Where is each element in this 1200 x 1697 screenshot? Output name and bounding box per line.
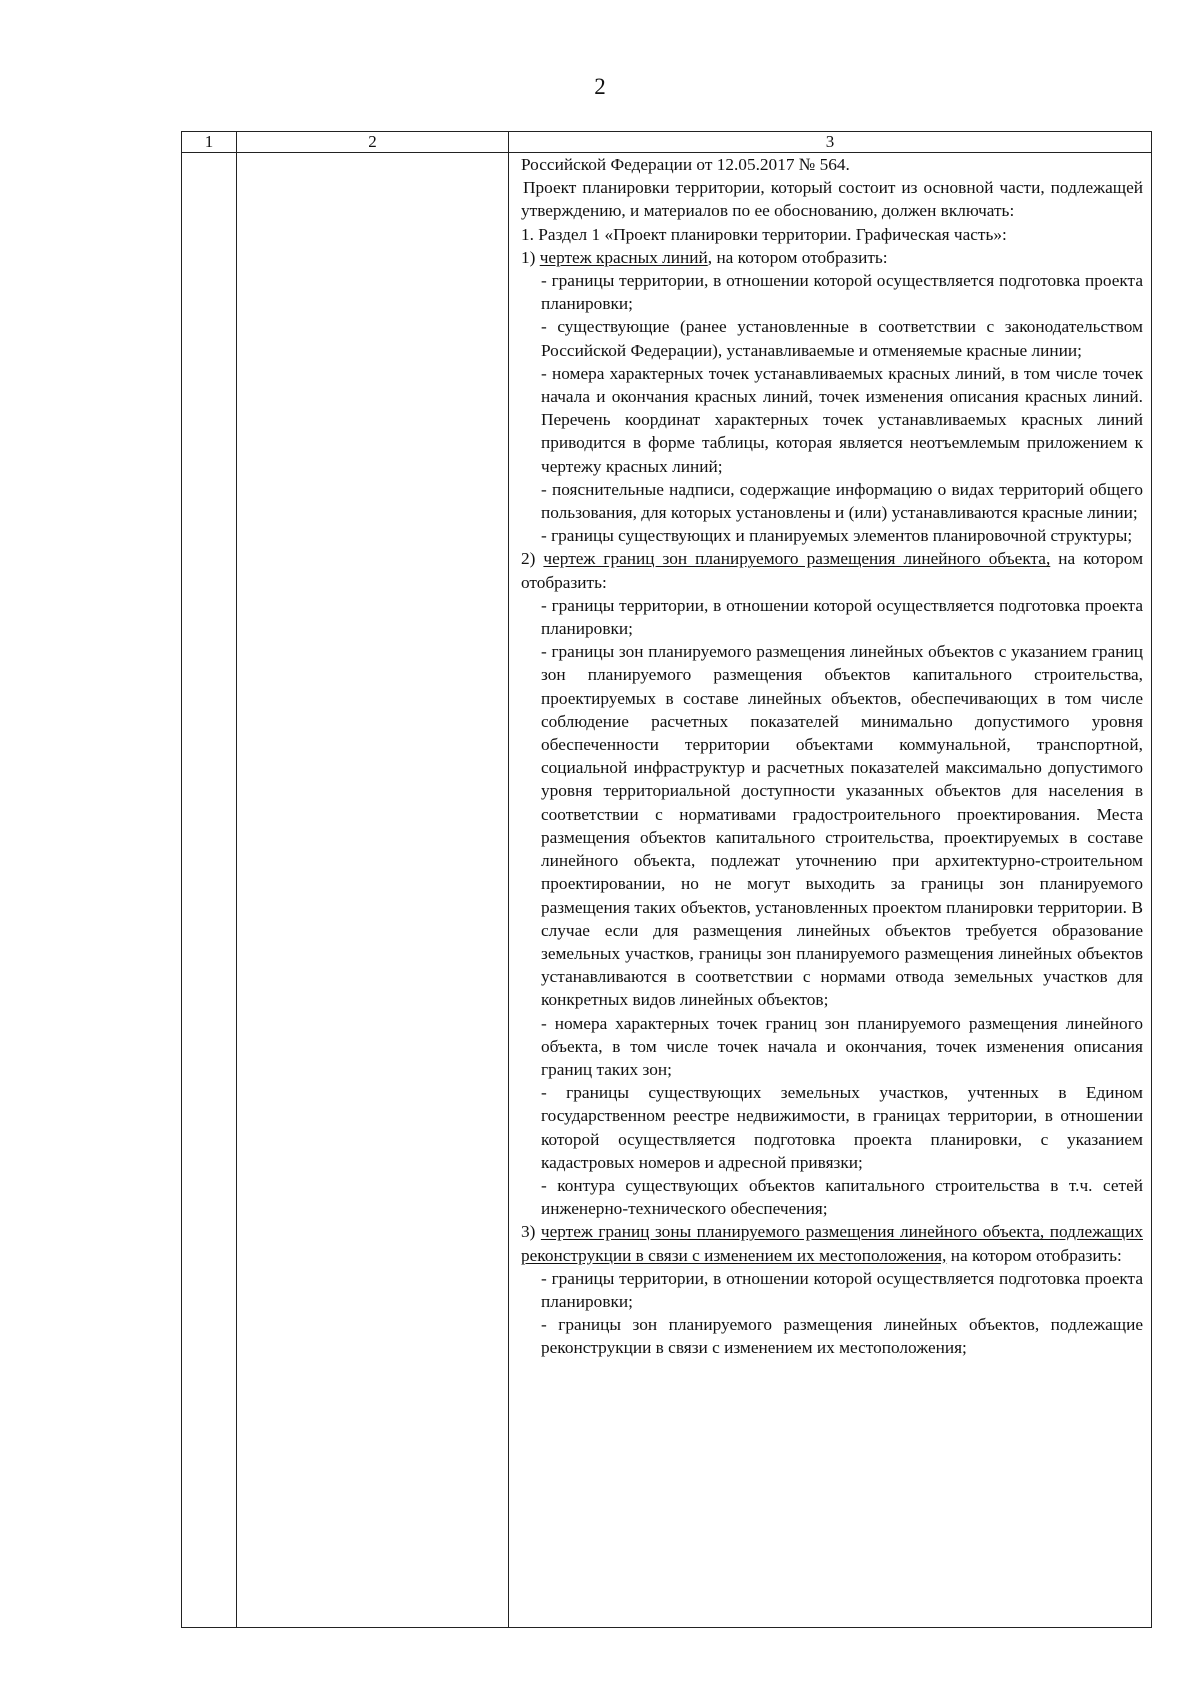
column-header-3: 3 <box>509 132 1152 153</box>
list-item: - контура существующих объектов капитального строительства в т.ч. сетей инженерно-технического обеспечения; <box>541 1175 1143 1219</box>
list-item: - границы существующих и планируемых элементов планировочной структуры; <box>541 526 1133 546</box>
list-item: - границы территории, в отношении которой осуществляется подготовка проекта планировки; <box>541 271 1143 314</box>
list-item: - границы территории, в отношении которой осуществляется подготовка проекта планировки; <box>541 595 1143 639</box>
page-number: 2 <box>594 74 606 99</box>
subsection-1-number: 1) <box>521 247 540 267</box>
list-item: - границы зон планируемого размещения линейных объектов с указанием границ зон планируемого размещения объектов капитального строительства, проектируемых в составе линейных объектов, обеспечивающих в том числе соблюдение расчетных показателей минимально допустимого уровня обеспеченности территории объектами коммунальной, транспортной, социальной инфраструктур и расчетных показателей максимально допустимого уровня территориальной доступности указанных объектов для населения в соответствии с нормативами градостроительного проектирования. Места размещения объектов капитального строительства, проектируемых в составе линейного объекта, подлежат уточнению при архитектурно-строительном проектировании, но не могут выходить за границы зон планируемого размещения таких объектов, установленных проектом планировки территории. В случае если для размещения линейных объектов требуется образование земельных участков, границы зон планируемого размещения линейных объектов устанавливаются в соответствии с нормами отвода земельных участков для конкретных видов линейных объектов; <box>541 642 1143 1010</box>
subsection-1-heading <box>521 246 1143 269</box>
subsection-3-title: чертеж границ зоны планируемого размещения линейного объекта, подлежащих реконструкции в связи с изменением их местоположения, <box>521 1222 1143 1265</box>
list-item: - номера характерных точек границ зон планируемого размещения линейного объекта, в том числе точек начала и окончания, точек изменения описания границ таких зон; <box>541 1013 1143 1079</box>
paragraph-project-composition: Проект планировки территории, который состоит из основной части, подлежащей утверждению, и материалов по ее обоснованию, должен включать: <box>521 178 1143 221</box>
column-header-1: 1 <box>182 132 237 153</box>
subsection-2-rest: на котором отобразить: <box>521 549 1144 592</box>
section-1-heading: 1. Раздел 1 «Проект планировки территории. Графическая часть»: <box>521 224 1007 244</box>
list-item: - пояснительные надписи, содержащие информацию о видах территорий общего пользования, для которых установлены и (или) устанавливаются красные линии; <box>541 479 1143 523</box>
table-cell-col1 <box>182 153 237 1628</box>
subsection-3-heading <box>521 1220 1143 1266</box>
table-row <box>182 153 1152 1628</box>
paragraph-intro-line: Российской Федерации от 12.05.2017 № 564. <box>521 155 850 174</box>
subsection-1-title: чертеж красных линий <box>539 247 708 267</box>
subsection-2-heading <box>521 547 1143 593</box>
list-item: - номера характерных точек устанавливаемых красных линий, в том числе точек начала и окончания красных линий, точек изменения описания красных линий. Перечень координат характерных точек устанавливаемых красных линий приводится в форме таблицы, которая является неотъемлемым приложением к чертежу красных линий; <box>541 363 1143 476</box>
subsection-2-number: 2) <box>521 549 544 569</box>
list-item: - границы существующих земельных участков, учтенных в Едином государственном реестре недвижимости, в границах территории, в отношении которой осуществляется подготовка проекта планировки, с указанием кадастровых номеров и адресной привязки; <box>541 1083 1143 1172</box>
list-item: - существующие (ранее установленные в соответствии с законодательством Российской Федерации), устанавливаемые и отменяемые красные линии; <box>541 317 1143 360</box>
subsection-3-number: 3) <box>521 1222 541 1242</box>
subsection-1-rest: , на котором отобразить: <box>707 247 888 267</box>
table-header-row <box>182 132 1152 153</box>
subsection-3-rest: на котором отобразить: <box>946 1245 1122 1265</box>
table-cell-col3 <box>509 153 1152 1628</box>
document-table <box>181 131 1152 1628</box>
list-item: - границы территории, в отношении которой осуществляется подготовка проекта планировки; <box>541 1268 1143 1311</box>
subsection-2-title: чертеж границ зон планируемого размещения линейного объекта, <box>543 549 1051 569</box>
column-header-2: 2 <box>237 132 509 153</box>
table-cell-col2 <box>237 153 509 1628</box>
list-item: - границы зон планируемого размещения линейных объектов, подлежащие реконструкции в связи с изменением их местоположения; <box>541 1315 1143 1358</box>
